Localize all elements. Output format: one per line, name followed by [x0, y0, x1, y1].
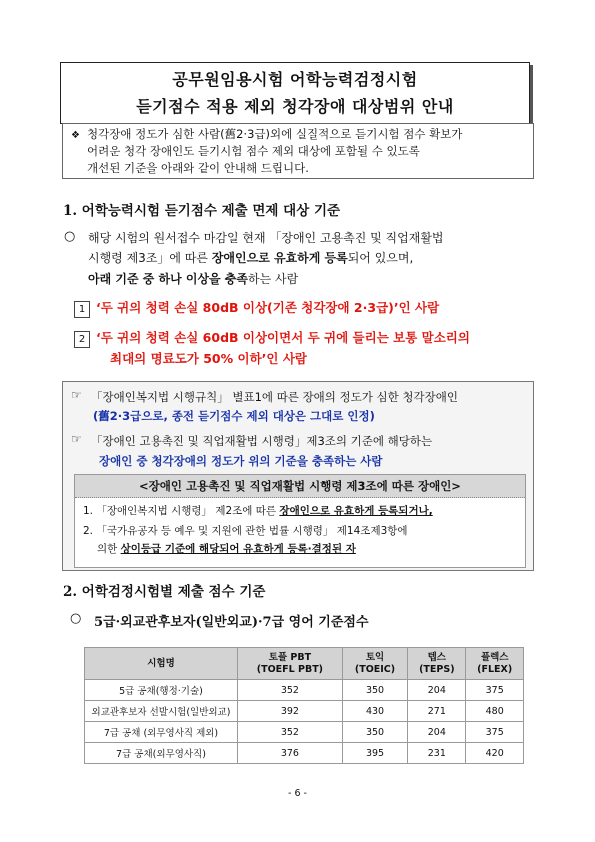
- section1-heading: 1. 어학능력시험 듣기점수 제출 면제 대상 기준: [63, 203, 341, 219]
- pointing-hand-icon: ☞: [71, 388, 82, 402]
- law-excerpt-item-2-line2: 의한 상이등급 기준에 해당되어 유효하게 등록·결정된 자: [97, 543, 356, 555]
- emphasis-registered: 장애인으로 유효하게 등록: [211, 251, 348, 265]
- law-excerpt-title: <장애인 고용촉진 및 직업재활법 시행령 제3조에 따른 장애인>: [75, 475, 525, 498]
- notice-box: [62, 123, 534, 179]
- header-flex: 플렉스 (FLEX): [466, 648, 524, 680]
- table-row: 7급 공채 (외무영사직 제외) 352 350 204 375: [85, 722, 524, 743]
- score-table: [84, 647, 524, 764]
- header-toefl: 토플 PBT (TOEFL PBT): [238, 648, 343, 680]
- number-box-1: 1: [74, 301, 90, 318]
- reference-item-1-line2: (舊2·3급으로, 종전 듣기점수 제외 대상은 그대로 인정): [93, 409, 375, 423]
- header-teps: 텝스 (TEPS): [408, 648, 466, 680]
- header-toeic: 토익 (TOEIC): [342, 648, 407, 680]
- table-row: 5급 공채(행정·기술) 352 350 204 375: [85, 680, 524, 701]
- law-excerpt-item-1: 1. 「장애인복지법 시행령」 제2조에 따른 장애인으로 유효하게 등록되거나,: [83, 505, 433, 517]
- section2-heading: 2. 어학검정시험별 제출 점수 기준: [63, 584, 266, 600]
- law-excerpt-box: [74, 474, 526, 568]
- reference-item-2-line2: 장애인 중 청각장애의 정도가 위의 기준을 충족하는 사람: [99, 454, 383, 468]
- page-title-line1: 공무원임용시험 어학능력검정시험: [172, 70, 418, 89]
- table-row: 7급 공채(외무영사직) 376 395 231 420: [85, 743, 524, 764]
- number-box-2: 2: [74, 331, 90, 348]
- law-excerpt-item-2-line1: 2. 「국가유공자 등 예우 및 지원에 관한 법률 시행령」 제14조제3항에: [83, 525, 408, 537]
- reference-item-1-line1: 「장애인복지법 시행규칙」 별표1에 따른 장애의 정도가 심한 청각장애인: [91, 390, 458, 404]
- emphasis-criteria: 아래 기준 중 하나 이상을 충족: [88, 272, 248, 286]
- table-header-row: [85, 648, 524, 680]
- section2-subheading: 5급·외교관후보자(일반외교)·7급 영어 기준점수: [94, 615, 369, 630]
- page-title-line2: 듣기점수 적용 제외 청각장애 대상범위 안내: [136, 97, 454, 116]
- notice-line: 어려운 청각 장애인도 듣기시험 점수 제외 대상에 포함될 수 있도록: [87, 144, 420, 158]
- requirement-2-line2: 최대의 명료도가 50% 이하’인 사람: [110, 351, 307, 366]
- section1-paragraph-line: 해당 시험의 원서접수 마감일 현재 「장애인 고용촉진 및 직업재활법: [88, 231, 444, 245]
- notice-line: 청각장애 정도가 심한 사람(舊2·3급)외에 실질적으로 듣기시험 점수 확보가: [87, 127, 463, 141]
- circle-bullet-icon: ○: [70, 611, 82, 626]
- circle-bullet-icon: ○: [64, 229, 76, 244]
- header-exam-name: 시험명: [85, 648, 238, 680]
- section1-paragraph-line: 아래 기준 중 하나 이상을 충족하는 사람: [88, 272, 299, 286]
- diamond-bullet-icon: ❖: [71, 130, 80, 141]
- pointing-hand-icon: ☞: [71, 432, 82, 446]
- requirement-1: ‘두 귀의 청력 손실 80dB 이상(기존 청각장애 2·3급)’인 사람: [96, 300, 440, 315]
- requirement-2-line1: ‘두 귀의 청력 손실 60dB 이상이면서 두 귀에 들리는 보통 말소리의: [96, 330, 470, 345]
- page-number: - 6 -: [288, 788, 307, 799]
- table-row: 외교관후보자 선발시험(일반외교) 392 430 271 480: [85, 701, 524, 722]
- title-box: [60, 62, 530, 124]
- reference-item-2-line1: 「장애인 고용촉진 및 직업재활법 시행령」제3조의 기준에 해당하는: [91, 434, 433, 448]
- section1-paragraph-line: 시행령 제3조」에 따른 장애인으로 유효하게 등록되어 있으며,: [88, 251, 414, 265]
- notice-line: 개선된 기준을 아래와 같이 안내해 드립니다.: [87, 161, 309, 175]
